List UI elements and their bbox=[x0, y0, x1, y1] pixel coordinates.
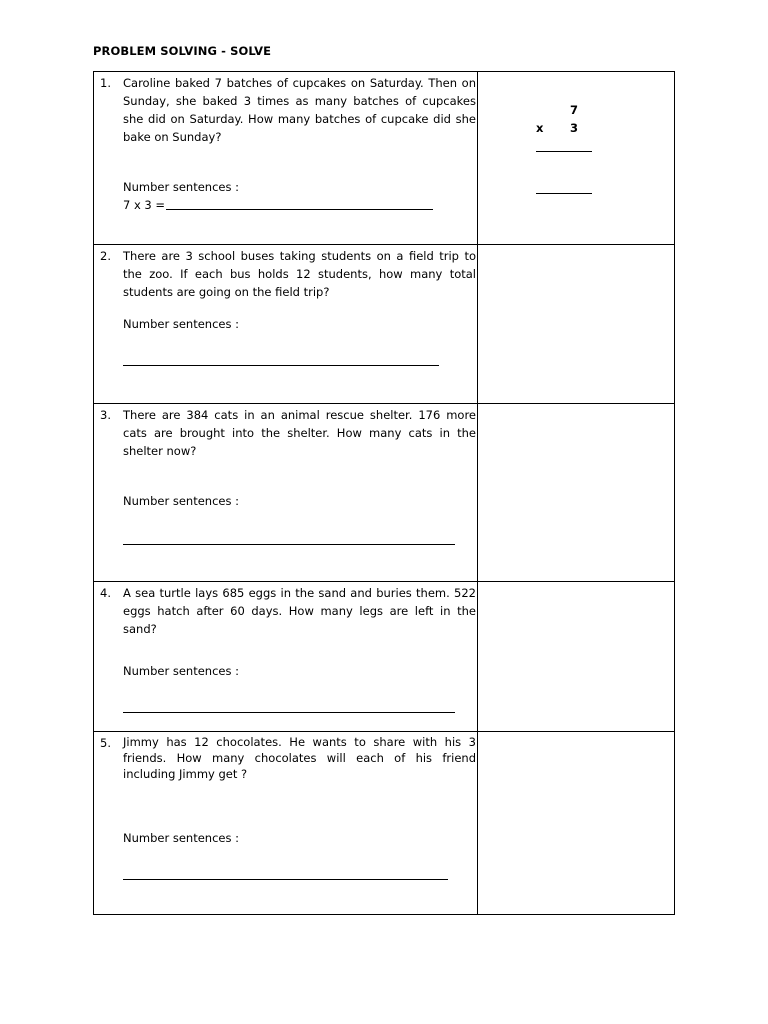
problem-row-1 bbox=[94, 72, 674, 245]
question-number: 5. bbox=[100, 736, 111, 750]
answer-text: 7 x 3 = bbox=[123, 198, 166, 212]
question-text: There are 384 cats in an animal rescue shelter. 176 more cats are brought into the shelter. How many cats in the shelter now? bbox=[123, 408, 476, 458]
question-text: A sea turtle lays 685 eggs in the sand and buries them. 522 eggs hatch after 60 days. How many legs are left in the sand? bbox=[123, 586, 476, 636]
question-number: 2. bbox=[100, 249, 111, 263]
problem-row-3 bbox=[94, 404, 674, 582]
problems-table bbox=[93, 71, 675, 915]
answer-blank[interactable] bbox=[123, 712, 455, 713]
question-number: 4. bbox=[100, 586, 111, 600]
question-text: Jimmy has 12 chocolates. He wants to share with his 3 friends. How many chocolates will each of his friend including Jimmy get ? bbox=[123, 735, 476, 781]
problem-row-2 bbox=[94, 245, 674, 404]
answer-blank[interactable] bbox=[123, 879, 448, 880]
page-title: PROBLEM SOLVING - SOLVE bbox=[93, 44, 272, 58]
number-sentences-label: Number sentences : bbox=[123, 831, 239, 845]
number-sentences-label: Number sentences : bbox=[123, 317, 239, 331]
working-bottom-number: 3 bbox=[570, 121, 579, 135]
problem-row-4 bbox=[94, 582, 674, 732]
question-number: 1. bbox=[100, 76, 111, 90]
number-sentences-label: Number sentences : bbox=[123, 494, 239, 508]
number-sentences-label: Number sentences : bbox=[123, 664, 239, 678]
problem-row-5 bbox=[94, 732, 674, 916]
answer-blank[interactable] bbox=[123, 544, 455, 545]
working-operator: x bbox=[536, 121, 544, 135]
number-sentences-label: Number sentences : bbox=[123, 180, 239, 194]
question-number: 3. bbox=[100, 408, 111, 422]
answer-blank[interactable] bbox=[123, 365, 439, 366]
working-top-number: 7 bbox=[570, 103, 579, 117]
answer-blank bbox=[166, 209, 433, 210]
question-text: Caroline baked 7 batches of cupcakes on Saturday. Then on Sunday, she baked 3 times as many batches of cupcakes she did on Saturday. How many batches of cupcake did she bake on Sunday? bbox=[123, 76, 476, 144]
question-text: There are 3 school buses taking students on a field trip to the zoo. If each bus holds 12 students, how many total students are going on the field trip? bbox=[123, 249, 476, 299]
working-line-1 bbox=[536, 151, 592, 152]
working-line-2 bbox=[536, 193, 592, 194]
answer-line[interactable] bbox=[123, 198, 433, 212]
